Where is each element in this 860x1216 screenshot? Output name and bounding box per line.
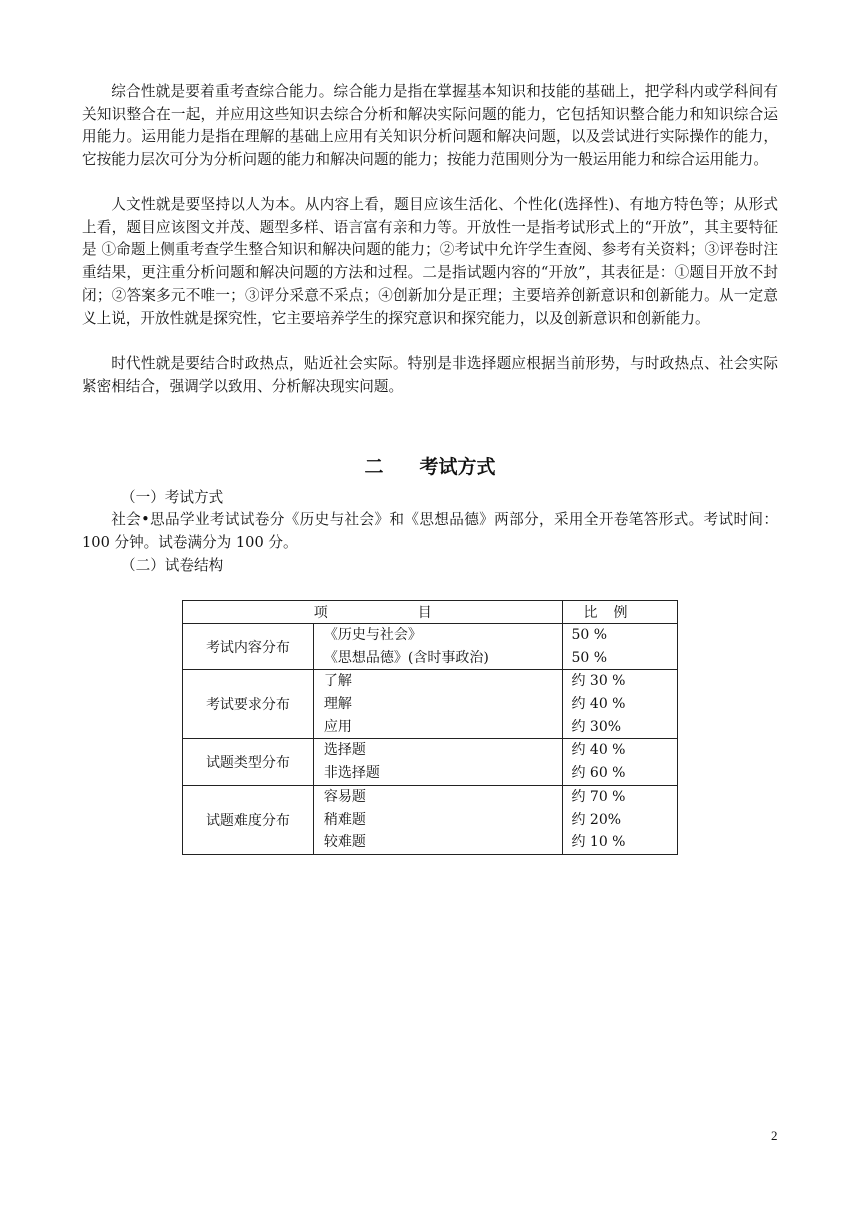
category-cell: 试题类型分布 bbox=[183, 739, 314, 785]
header-ratio-right: 例 bbox=[613, 605, 628, 621]
item-text: 《历史与社会》 bbox=[323, 627, 422, 643]
ratios-cell bbox=[563, 739, 678, 785]
exam-structure-table bbox=[182, 600, 678, 855]
header-ratio bbox=[563, 601, 678, 624]
item-text: 应用 bbox=[323, 718, 352, 735]
header-item-left: 项 bbox=[313, 605, 328, 621]
ratio-text: 约 30% bbox=[571, 718, 622, 735]
ratio-text: 约 40 % bbox=[571, 696, 626, 713]
item-text: 容易题 bbox=[323, 788, 366, 805]
items-cell bbox=[313, 670, 563, 739]
item-text: 较难题 bbox=[323, 834, 366, 851]
paragraph-humanistic: 人文性就是要坚持以人为本。从内容上看，题目应该生活化、个性化(选择性)、有地方特色等；从形式上看，题目应该图文并茂、题型多样、语言富有亲和力等。开放性一是指考试形式上的“开放”，其主要特征是 ①命题上侧重考查学生整合知识和解决问题的能力；②考试中允许学生查阅、参考有关资料；③评卷时注重结果，更注重分析问题和解决问题的方法和过程。二是指试题内容的“开放”，其表征是：①题目开放不封闭；②答案多元不唯一；③评分采意不采点；④创新加分是正理；主要培养创新意识和创新能力。从一定意义上说，开放性就是探究性，它主要培养学生的探究意识和探究能力，以及创新意识和创新能力。 bbox=[82, 196, 778, 327]
table-row bbox=[183, 670, 678, 739]
ratio-text: 约 60 % bbox=[571, 765, 626, 782]
item-text: 稍难题 bbox=[323, 811, 366, 828]
table-row bbox=[183, 624, 678, 670]
item-text: 了解 bbox=[323, 673, 352, 690]
ratios-cell bbox=[563, 785, 678, 854]
paragraph-exam-method: 社会•思品学业考试试卷分《历史与社会》和《思想品德》两部分，采用全开卷笔答形式。考试时间：100 分钟。试卷满分为 100 分。 bbox=[82, 511, 778, 551]
header-item-right: 目 bbox=[417, 605, 432, 621]
items-cell bbox=[313, 785, 563, 854]
category-cell: 考试内容分布 bbox=[183, 624, 314, 670]
page-number: 2 bbox=[771, 1128, 778, 1143]
item-text: 非选择题 bbox=[323, 765, 380, 782]
table-header-row bbox=[183, 601, 678, 624]
table-row bbox=[183, 739, 678, 785]
section-title: 考试方式 bbox=[419, 456, 496, 478]
table-row bbox=[183, 785, 678, 854]
subsection-label-method: （一）考试方式 bbox=[121, 489, 224, 506]
ratio-text: 约 10 % bbox=[571, 834, 626, 851]
ratio-text: 50 % bbox=[571, 649, 608, 666]
ratio-text: 约 30 % bbox=[571, 673, 626, 690]
ratio-text: 约 40 % bbox=[571, 742, 626, 759]
ratio-text: 约 20% bbox=[571, 811, 622, 828]
header-item bbox=[183, 601, 563, 624]
item-text: 理解 bbox=[323, 696, 352, 713]
ratio-text: 50 % bbox=[571, 627, 608, 643]
section-heading bbox=[0, 452, 860, 479]
ratios-cell bbox=[563, 670, 678, 739]
paragraph-timeliness: 时代性就是要结合时政热点，贴近社会实际。特别是非选择题应根据当前形势，与时政热点、社会实际紧密相结合，强调学以致用、分析解决现实问题。 bbox=[82, 355, 778, 395]
item-text: 选择题 bbox=[323, 742, 366, 759]
header-ratio-left: 比 bbox=[583, 605, 598, 621]
ratios-cell bbox=[563, 624, 678, 670]
items-cell bbox=[313, 739, 563, 785]
paragraph-comprehensive: 综合性就是要着重考查综合能力。综合能力是指在掌握基本知识和技能的基础上，把学科内或学科间有关知识整合在一起，并应用这些知识去综合分析和解决实际问题的能力，它包括知识整合能力和知识综合运用能力。运用能力是指在理解的基础上应用有关知识分析问题和解决问题，以及尝试进行实际操作的能力，它按能力层次可分为分析问题的能力和解决问题的能力；按能力范围则分为一般运用能力和综合运用能力。 bbox=[82, 83, 778, 169]
category-cell: 试题难度分布 bbox=[183, 785, 314, 854]
item-text: 《思想品德》(含时事政治) bbox=[323, 649, 489, 666]
category-cell: 考试要求分布 bbox=[183, 670, 314, 739]
ratio-text: 约 70 % bbox=[571, 788, 626, 805]
items-cell bbox=[313, 624, 563, 670]
section-number: 二 bbox=[364, 456, 384, 478]
subsection-label-structure: （二）试卷结构 bbox=[121, 557, 224, 574]
